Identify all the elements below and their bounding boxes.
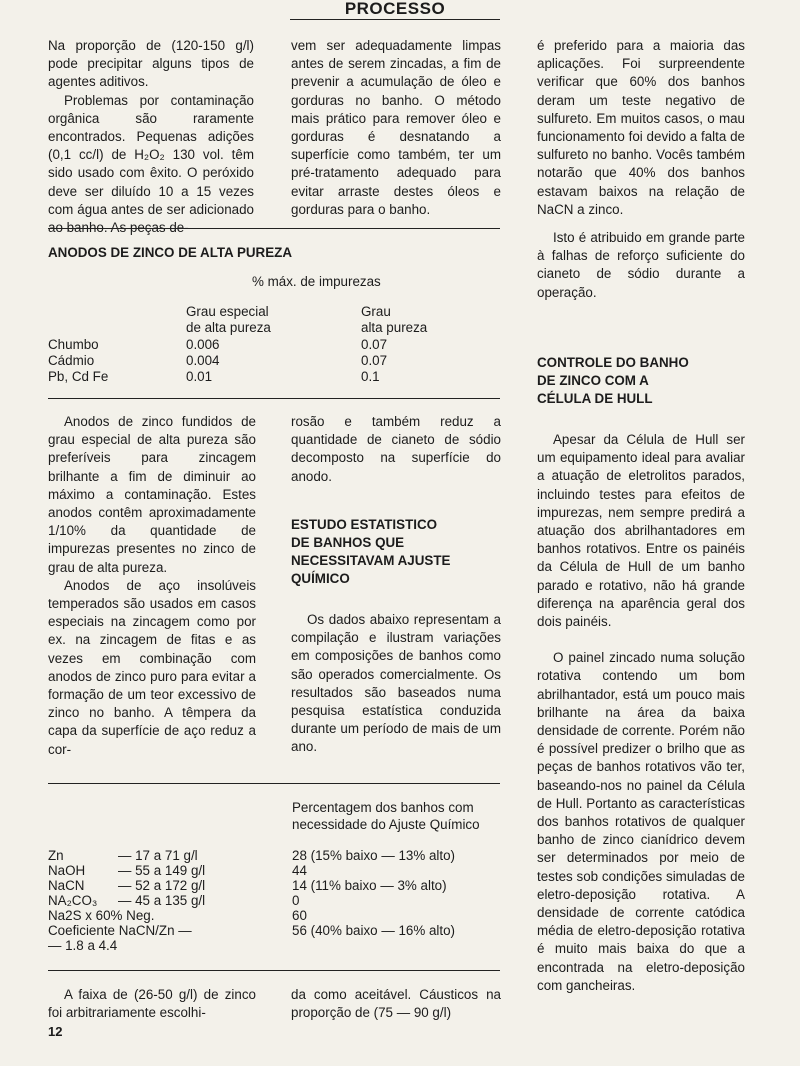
top-mid-column [291,37,501,219]
row-label: Pb, Cd Fe [48,369,109,384]
heading-line: QUÍMICO [291,571,350,586]
cell-range: — 52 a 172 g/l [118,878,206,893]
cell: 14 (11% baixo — 3% alto) [292,878,447,893]
cell: 0.01 [186,369,213,384]
table-subtitle: % máx. de impurezas [252,274,381,289]
heading-line: DE ZINCO COM A [537,373,649,388]
paragraph: Na proporção de (120-150 g/l) pode precipitar alguns tipos de agentes aditivos. [48,38,254,90]
table-top-rule [48,228,500,229]
col-header: Grau especial [186,304,269,319]
col-header: Percentagem dos banhos com [292,800,474,815]
cell: 28 (15% baixo — 13% alto) [292,848,456,863]
heading-line: CÉLULA DE HULL [537,391,653,406]
heading-line: ESTUDO ESTATISTICO [291,517,438,532]
cell-range: — 17 a 71 g/l [118,848,198,863]
cell-range: — 45 a 135 g/l [118,893,206,908]
anodos-table-title: ANODOS DE ZINCO DE ALTA PUREZA [48,245,293,260]
heading-line: NECESSITAVAM AJUSTE [291,553,451,568]
table2-top-rule [48,783,500,784]
col-header: de alta pureza [186,320,271,335]
cell: 0.07 [361,337,388,352]
paragraph: O painel zincado numa solução rotativa contendo um bom abrilhantador, está um pouco mais brilhante na área da baixa densidade de corrente. Porém não é possível predizer o brilho que as peças de banhos rotativos vão ter, baseando-nos no painel da Célula de Hull. Portanto as características dos banhos rotativos de qualquer banho de zinco cianídrico devem ser determinados por meio de testes sob condições simuladas de eletro-deposição rotativa. A densidade de corrente catódica média de eletro-deposição rotativa é muito mais baixa do que a encontrada na eletro-deposição com gancheiras. [537,650,745,993]
paragraph: Apesar da Célula de Hull ser um equipamento ideal para avaliar a atuação de eletrolitos parados, incluindo testes para efeitos de impurezas, nem sempre predirá a atuação dos abrilhantadores em banhos rotativos. Entre os painéis da Célula de Hull de um banho parado e rotativo, não há grande diferença na aparência geral dos dois painéis. [537,432,745,630]
paragraph: Anodos de zinco fundidos de grau especial de alta pureza são preferíveis para zincagem brilhante a fim de diminuir ao máximo a contaminação. Estes anodos contêm aproximadamente 1/10% da quantidade de impurezas presentes no zinco de grau de alta pureza. [48,414,256,575]
bottom-mid-column [291,986,501,1022]
cell: 0.006 [186,337,220,352]
paragraph: vem ser adequadamente limpas antes de serem zincadas, a fim de prevenir a acumulação de óleo e gorduras no banho. O método mais prático para remover óleo e gorduras é desnatando a superfície como também, ter um pré-tratamento adequado para evitar arraste destes óleos e gorduras para o banho. [291,38,501,217]
row-label: NaCN [48,878,85,893]
cell: 56 (40% baixo — 16% alto) [292,923,456,938]
mid-mid-column [291,413,501,486]
paragraph: Anodos de aço insolúveis temperados são usados em casos especiais na zincagem como por ex. na zincagem de fitas e as vezes em combinação com anodos de zinco puro para evitar a formação de um teor excessivo de zinco no banho. A têmpera da capa da superfície de aço reduz a cor- [48,577,256,757]
cell: 60 [292,908,307,923]
page-header-title: PROCESSO [344,0,446,18]
paragraph: Problemas por contaminação orgânica são raramente encontrados. Pequenas adições (0,1 cc/l) de H₂O₂ 130 vol. têm sido usado com êxito. O peróxido deve ser diluído 10 a 15 vezes com água antes de ser adicionado ao banho. As peças de- [48,92,254,236]
paragraph: da como aceitável. Cáusticos na proporção de (75 — 90 g/l) [291,987,501,1021]
col-header: alta pureza [361,320,428,335]
paragraph: Isto é atribuido em grande parte à falhas de reforço suficiente do cianeto de sódio durante a operação. [537,230,745,300]
mid-left-column [48,413,256,759]
paragraph: rosão e também reduz a quantidade de cianeto de sódio decomposto na superfície do anodo. [291,414,501,484]
estudo-heading [291,516,501,588]
cell-range: — 55 a 149 g/l [118,863,206,878]
ajuste-table [48,800,500,960]
table2-bottom-rule [48,970,500,971]
heading-line: CONTROLE DO BANHO [537,355,689,370]
anodos-table [48,274,500,384]
estudo-text [291,611,501,757]
row-label: NA₂CO₃ [48,893,98,908]
cell: 0.1 [361,369,380,384]
row-label: Na2S x 60% Neg. [48,908,155,923]
cell: 0.07 [361,353,388,368]
right-column-top [537,37,745,302]
page-number: 12 [48,1024,63,1039]
row-label: NaOH [48,863,86,878]
col-header: Grau [361,304,391,319]
cell: 0 [292,893,300,908]
header-rule [290,19,500,20]
heading-line: DE BANHOS QUE [291,535,405,550]
controle-heading [537,354,745,408]
bottom-left-column [48,986,256,1022]
paragraph: é preferido para a maioria das aplicações. Foi surpreendente verificar que 60% dos banhos deram um teste negativo de sulfureto. Em muitos casos, o mau funcionamento foi devido a falta de sulfureto no banho. Vocês também notarão que 40% dos banhos estavam baixos na relação de NaCN a zinco. [537,38,745,217]
paragraph: A faixa de (26-50 g/l) de zinco foi arbitrariamente escolhi- [48,987,256,1021]
row-label: Coeficiente NaCN/Zn — [48,923,192,938]
cell: 44 [292,863,307,878]
row-label: — 1.8 a 4.4 [48,938,118,953]
right-column-bottom [537,431,745,995]
row-label: Cádmio [48,353,95,368]
row-label: Zn [48,848,64,863]
paragraph: Os dados abaixo representam a compilação e ilustram variações em composições de banhos como são operados comercialmente. Os resultados são baseados numa pesquisa estatística conduzida durante um período de mais de um ano. [291,612,501,755]
table-bottom-rule [48,398,500,399]
col-header: necessidade do Ajuste Químico [292,817,480,832]
top-left-column [48,37,254,237]
cell: 0.004 [186,353,220,368]
row-label: Chumbo [48,337,99,352]
